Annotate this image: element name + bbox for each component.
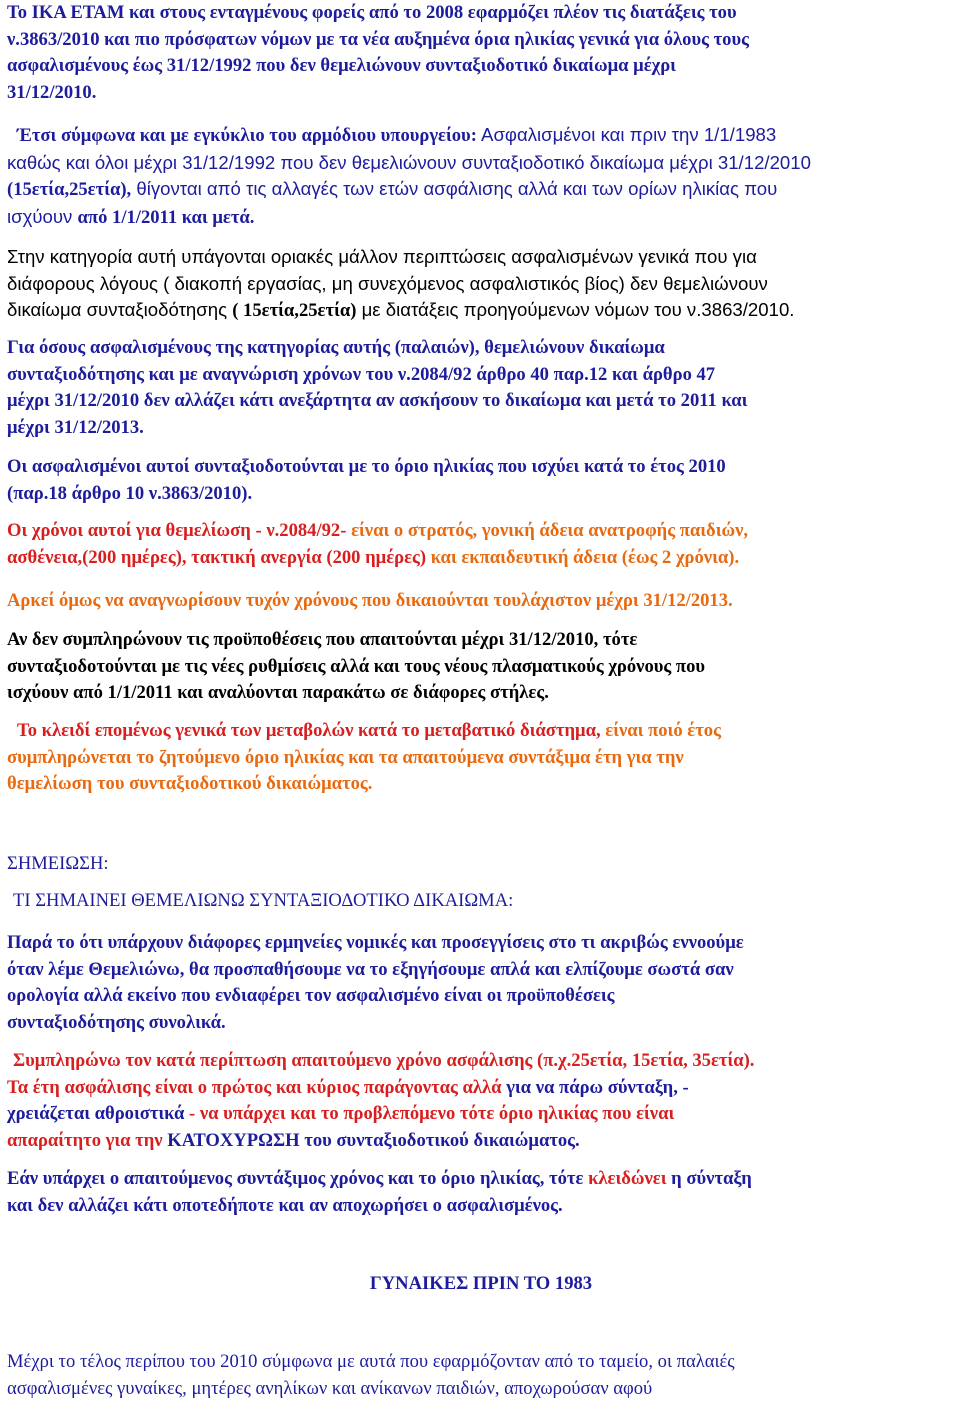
- plain-text: με διατάξεις προηγούμενων νόμων του ν.3863/2010.: [356, 299, 795, 320]
- emphasis-text: Έτσι σύμφωνα και με εγκύκλιο του αρμόδιου υπουργείου:: [17, 125, 477, 146]
- text-line: Για όσους ασφαλισμένους της κατηγορίας αυτής (παλαιών), θεμελιώνουν δικαίωμα: [7, 337, 665, 358]
- text-line: Το ΙΚΑ ΕΤΑΜ και στους ενταγμένους φορείς από το 2008 εφαρμόζει πλέον τις διατάξεις του: [7, 2, 737, 23]
- text-line: όταν λέμε Θεμελιώνω, θα προσπαθήσουμε να το εξηγήσουμε απλά και ελπίζουμε σωστά σαν: [7, 958, 734, 980]
- orange-text: είναι ο στρατός, γονική άδεια ανατροφής παιδιών,: [351, 520, 749, 541]
- women-paragraph: [7, 1349, 955, 1402]
- text-line: Παρά το ότι υπάρχουν διάφορες ερμηνείες νομικές και προσεγγίσεις στο τι ακριβώς εννοούμε: [7, 932, 744, 953]
- red-text: κλειδώνει: [588, 1168, 667, 1189]
- orange-text: είναι ποιό έτος: [600, 720, 721, 741]
- lock-paragraph: [7, 1166, 955, 1219]
- text-line: Μέχρι το τέλος περίπου του 2010 σύμφωνα με αυτά που εφαρμόζονταν από το ταμείο, οι παλαιές: [7, 1351, 735, 1372]
- recognition-paragraph: [7, 588, 955, 615]
- note-subheading: [7, 888, 955, 915]
- text-line: θεμελίωση του συνταξιοδοτικού δικαιώματος.: [7, 773, 373, 794]
- emphasis-text: ( 15ετία,25ετία): [232, 300, 357, 321]
- red-text: Το κλειδί επομένως γενικά των μεταβολών κατά το μεταβατικό διάστημα,: [17, 720, 601, 741]
- women-heading: [7, 1271, 955, 1298]
- plain-text: δικαίωμα συνταξιοδότησης: [7, 299, 233, 320]
- old-insured-paragraph: [7, 335, 955, 441]
- key-paragraph: [7, 718, 955, 798]
- text-line: [7, 518, 955, 545]
- plain-text: ισχύουν: [7, 205, 78, 227]
- text-line: ΣΗΜΕΙΩΣΗ:: [7, 853, 109, 874]
- text-line: καθώς και όλοι μέχρι 31/12/1992 που δεν θεμελιώνουν συνταξιοδοτικό δικαίωμα μέχρι 31/12/2010: [7, 151, 811, 173]
- text-line: ΓΥΝΑΙΚΕΣ ΠΡΙΝ ΤΟ 1983: [369, 1273, 593, 1294]
- text-line: συμπληρώνεται το ζητούμενο όριο ηλικίας και τα απαιτούμενα συντάξιμα έτη για την: [7, 746, 684, 768]
- category-paragraph: [7, 244, 955, 325]
- blue-text: για να πάρω σύνταξη, -: [501, 1076, 689, 1098]
- text-line: [7, 297, 955, 325]
- text-line: ΤΙ ΣΗΜΑΙΝΕΙ ΘΕΜΕΛΙΩΝΩ ΣΥΝΤΑΞΙΟΔΟΤΙΚΟ ΔΙΚΑΙΩΜΑ:: [13, 890, 514, 911]
- text-line: Οι ασφαλισμένοι αυτοί συνταξιοδοτούνται με το όριο ηλικίας που ισχύει κατά το έτος 2010: [7, 456, 726, 477]
- blue-text: η σύνταξη: [666, 1168, 752, 1189]
- insurance-time-paragraph: [7, 1048, 955, 1154]
- text-line: μέχρι 31/12/2013.: [7, 416, 144, 438]
- text-line: διάφορους λόγους ( διακοπή εργασίας, μη συνεχόμενος ασφαλιστικός βίος) δεν θεμελιώνουν: [7, 272, 768, 294]
- emphasis-text: από 1/1/2011 και μετά.: [77, 206, 255, 228]
- text-line: [7, 176, 955, 204]
- text-line: συνταξιοδοτούνται με τις νέες ρυθμίσεις αλλά και τους νέους πλασματικούς χρόνους που: [7, 655, 706, 677]
- definition-paragraph: [7, 930, 955, 1036]
- circular-paragraph: [7, 122, 955, 231]
- blue-text: ΚΑΤΟΧΥΡΩΣΗ: [167, 1129, 300, 1151]
- text-line: ασφαλισμένες γυναίκες, μητέρες ανηλίκων και ανίκανων παιδιών, αποχωρούσαν αφού: [7, 1377, 653, 1399]
- text-line: [7, 122, 955, 150]
- blue-text: χρειάζεται αθροιστικά: [7, 1103, 185, 1124]
- note-heading: [7, 851, 955, 878]
- text-line: Αρκεί όμως να αναγνωρίσουν τυχόν χρόνους που δικαιούνται τουλάχιστον μέχρι 31/12/2013.: [7, 590, 733, 611]
- red-text: απαραίτητο για την: [7, 1129, 168, 1151]
- emphasis-text: (15ετία,25ετία),: [7, 179, 132, 200]
- text-line: Συμπληρώνω τον κατά περίπτωση απαιτούμενο χρόνο ασφάλισης (π.χ.25ετία, 15ετία, 35ετία).: [13, 1050, 755, 1071]
- retirement-age-paragraph: [7, 454, 955, 507]
- text-line: ν.3863/2010 και πιο πρόσφατων νόμων με τα νέα αυξημένα όρια ηλικίας γενικά για όλους τους: [7, 28, 749, 50]
- plain-text: Ασφαλισμένοι και πριν την 1/1/1983: [476, 124, 777, 145]
- text-line: ισχύουν από 1/1/2011 και αναλύονται παρακάτω σε διάφορες στήλες.: [7, 682, 549, 703]
- text-line: και δεν αλλάζει κάτι οποτεδήποτε και αν αποχωρήσει ο ασφαλισμένος.: [7, 1194, 563, 1216]
- foundation-years-paragraph: [7, 518, 955, 571]
- red-text: ασθένεια,(200 ημέρες), τακτική ανεργία (200 ημέρες): [7, 546, 427, 568]
- text-line: 31/12/2010.: [7, 81, 97, 103]
- red-text: Τα έτη ασφάλισης είναι ο πρώτος και κύριος παράγοντας αλλά: [7, 1076, 502, 1098]
- text-line: [7, 545, 955, 572]
- text-line: συνταξιοδότησης συνολικά.: [7, 1011, 226, 1033]
- blue-text: Εάν υπάρχει ο απαιτούμενος συντάξιμος χρόνος και το όριο ηλικίας, τότε: [7, 1168, 589, 1189]
- plain-text: θίγονται από τις αλλαγές των ετών ασφάλισης αλλά και των ορίων ηλικίας που: [131, 178, 778, 199]
- intro-paragraph: [7, 0, 955, 106]
- orange-text: και εκπαιδευτική άδεια (έως 2 χρόνια).: [426, 546, 740, 568]
- text-line: Αν δεν συμπληρώνουν τις προϋποθέσεις που απαιτούνται μέχρι 31/12/2010, τότε: [7, 629, 638, 650]
- text-line: [7, 718, 955, 745]
- blue-text: του συνταξιοδοτικού δικαιώματος.: [299, 1129, 580, 1151]
- text-line: Στην κατηγορία αυτή υπάγονται οριακές μάλλον περιπτώσεις ασφαλισμένων γενικά που για: [7, 246, 757, 267]
- text-line: [7, 1101, 955, 1128]
- text-line: ορολογία αλλά εκείνο που ενδιαφέρει τον ασφαλισμένο είναι οι προϋποθέσεις: [7, 985, 615, 1006]
- red-text: Οι χρόνοι αυτοί για θεμελίωση - ν.2084/92-: [7, 520, 352, 541]
- text-line: ασφαλισμένους έως 31/12/1992 που δεν θεμελιώνουν συνταξιοδοτικό δικαίωμα μέχρι: [7, 55, 676, 76]
- conditions-paragraph: [7, 627, 955, 707]
- text-line: [7, 1166, 955, 1193]
- text-line: [7, 1075, 955, 1102]
- red-text: - να υπάρχει και το προβλεπόμενο τότε όριο ηλικίας που είναι: [184, 1103, 675, 1124]
- text-line: (παρ.18 άρθρο 10 ν.3863/2010).: [7, 482, 253, 504]
- text-line: συνταξιοδότησης και με αναγνώριση χρόνων του ν.2084/92 άρθρο 40 παρ.12 και άρθρο 47: [7, 363, 716, 385]
- text-line: [7, 1128, 955, 1155]
- text-line: [7, 204, 955, 232]
- text-line: μέχρι 31/12/2010 δεν αλλάζει κάτι ανεξάρτητα αν ασκήσουν το δικαίωμα και μετά το 2011 και: [7, 390, 748, 411]
